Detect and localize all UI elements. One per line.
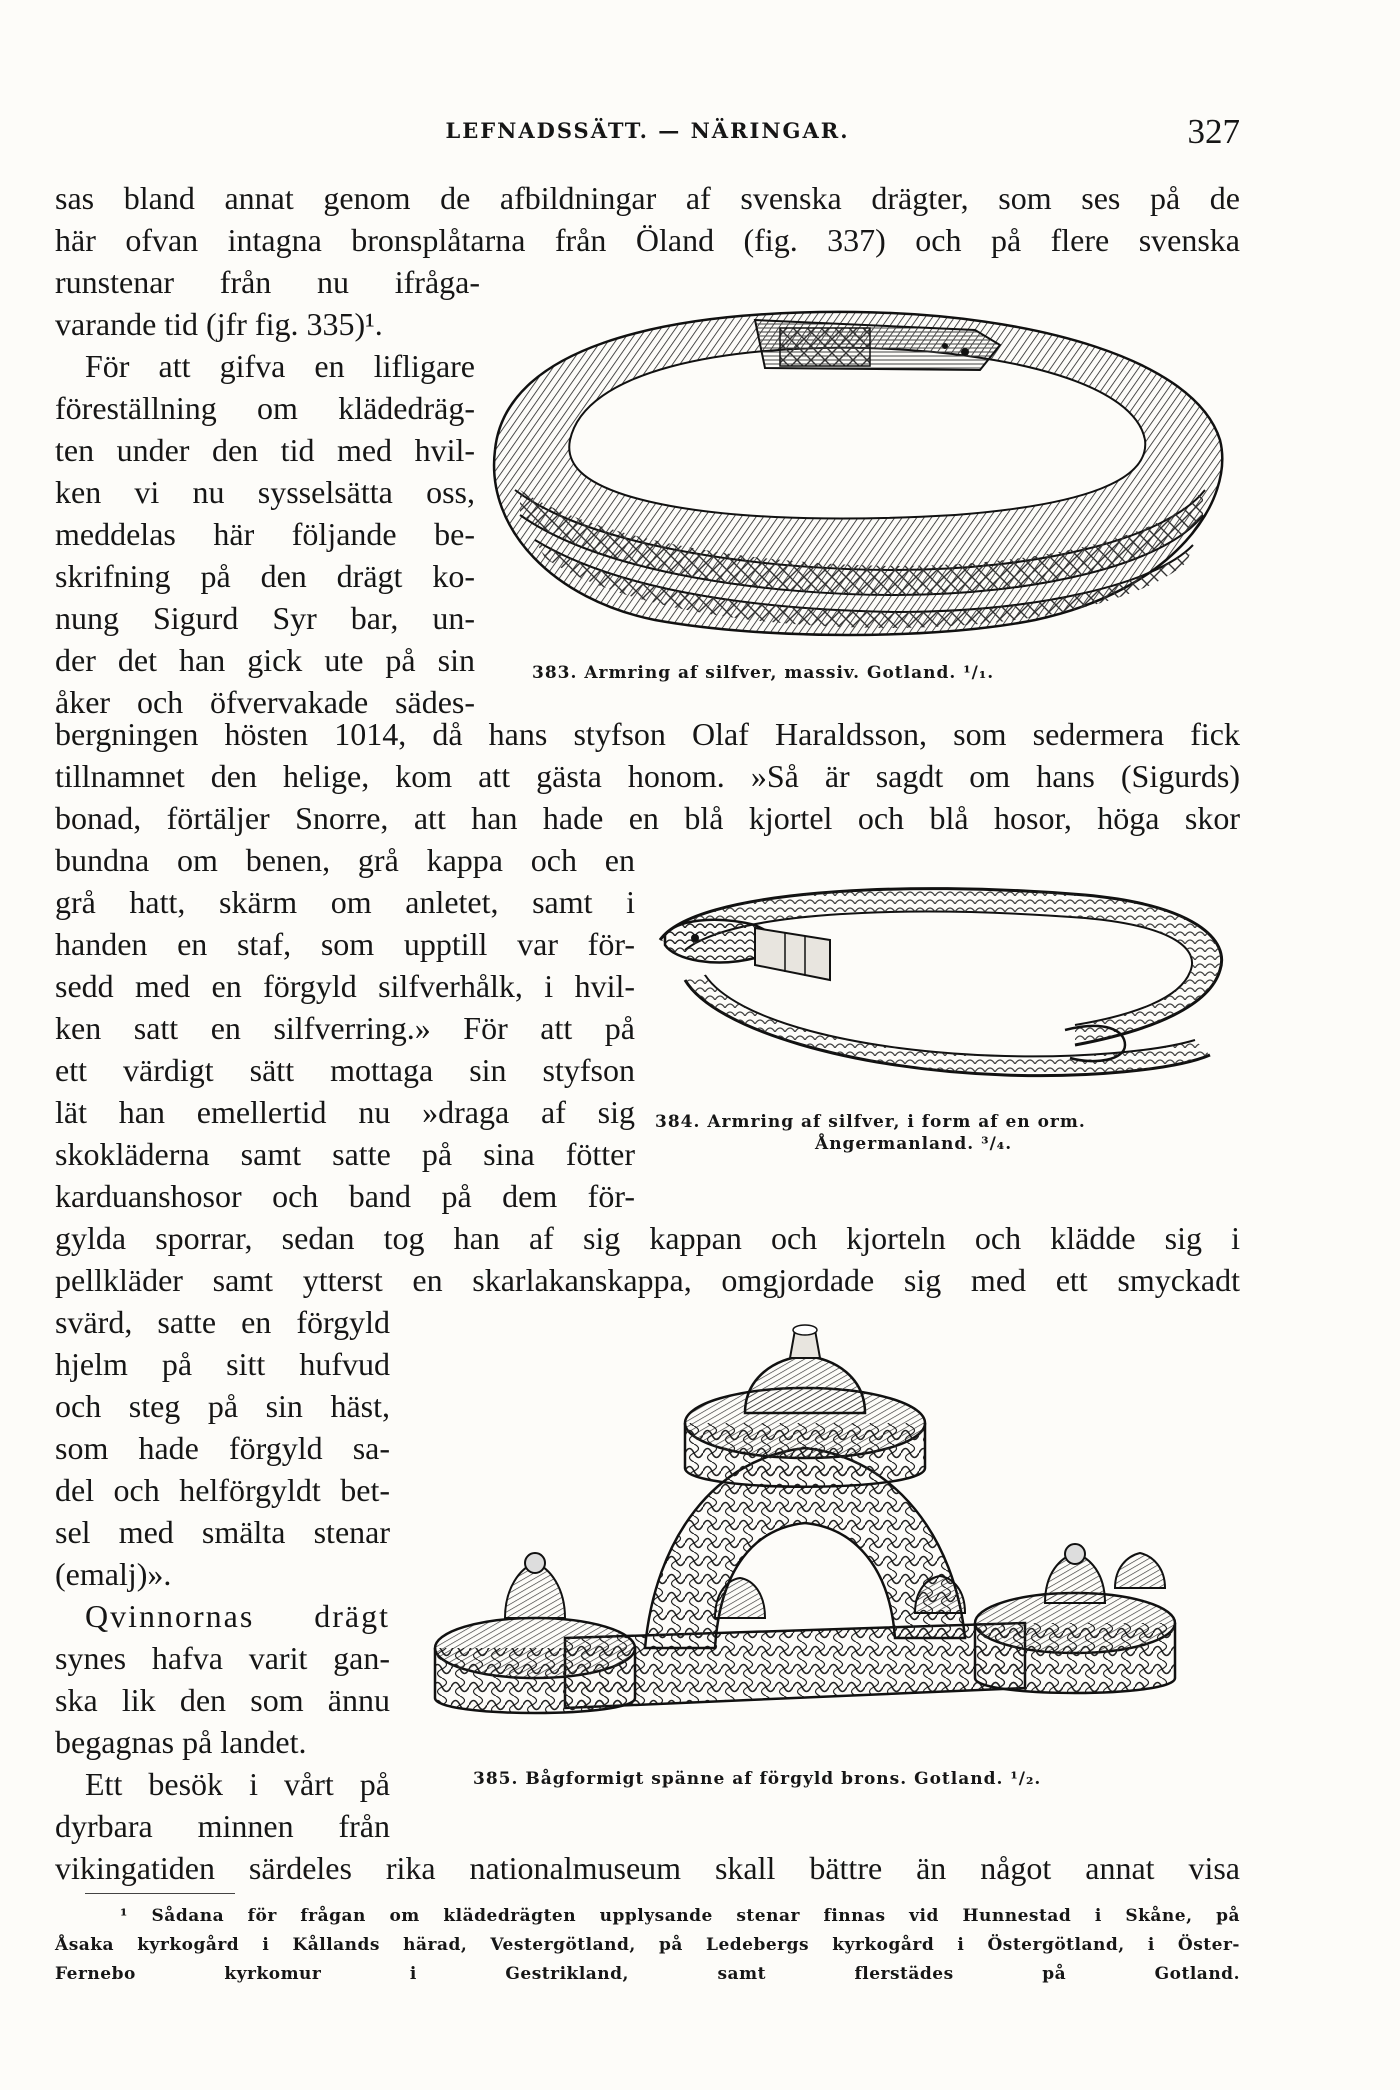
snake-head — [665, 920, 830, 980]
body-line: ken vi nu sysselsätta oss, — [55, 474, 475, 510]
body-line: vikingatiden särdeles rika nationalmuseum skall bättre än något annat visa — [55, 1850, 1240, 1886]
body-line: dyrbara minnen från — [55, 1808, 390, 1844]
footnote-rule — [85, 1893, 235, 1894]
footnote-line: Fernebo kyrkomur i Gestrikland, samt flerstädes på Gotland. — [55, 1964, 1240, 1984]
body-line: här ofvan intagna bronsplåtarna från Öland (fig. 337) och på flere svenska — [55, 222, 1240, 258]
body-line: ten under den tid med hvil- — [55, 432, 475, 468]
body-line: grå hatt, skärm om anletet, samt i — [55, 884, 635, 920]
body-line: ken satt en silfverring.» För att på — [55, 1010, 635, 1046]
body-line: bergningen hösten 1014, då hans styfson Olaf Haraldsson, som sedermera fick — [55, 716, 1240, 752]
body-line: För att gifva en lifligare — [85, 348, 475, 384]
running-head: LEFNADSSÄTT. — NÄRINGAR. — [445, 118, 850, 143]
figure-385-brooch-illustration — [415, 1318, 1195, 1738]
body-line: karduanshosor och band på dem för- — [55, 1178, 635, 1214]
body-line: (emalj)». — [55, 1556, 172, 1592]
body-line: nung Sigurd Syr bar, un- — [55, 600, 475, 636]
body-line: föreställning om klädedräg- — [55, 390, 475, 426]
body-line: som hade förgyld sa- — [55, 1430, 390, 1466]
body-line: varande tid (jfr fig. 335)¹. — [55, 306, 383, 342]
body-line: begagnas på landet. — [55, 1724, 307, 1760]
body-line: meddelas här följande be- — [55, 516, 475, 552]
body-line: ska lik den som ännu — [55, 1682, 390, 1718]
body-line: skrifning på den drägt ko- — [55, 558, 475, 594]
figure-384-snake-ring-illustration — [655, 880, 1235, 1095]
figure-384-caption-line2: Ångermanland. ³/₄. — [815, 1134, 1013, 1154]
body-line: åker och öfvervakade sädes- — [55, 684, 475, 720]
body-line: runstenar från nu ifråga- — [55, 264, 480, 300]
body-line: der det han gick ute på sin — [55, 642, 475, 678]
body-line: hjelm på sitt hufvud — [55, 1346, 390, 1382]
body-line: ett värdigt sätt mottaga sin styfson — [55, 1052, 635, 1088]
body-line: bundna om benen, grå kappa och en — [55, 842, 635, 878]
brooch-385-drawing — [415, 1318, 1195, 1738]
figure-384-caption-line1: 384. Armring af silfver, i form af en orm. — [655, 1112, 1086, 1132]
body-line: Qvinnornas drägt — [85, 1598, 390, 1634]
body-line: skokläderna samt satte på sina fötter — [55, 1136, 635, 1172]
figure-383-arm-ring-illustration — [475, 290, 1235, 660]
page-header — [55, 112, 1240, 152]
body-line: synes hafva varit gan- — [55, 1640, 390, 1676]
body-line: gylda sporrar, sedan tog han af sig kappan och kjorteln och klädde sig i — [55, 1220, 1240, 1256]
figure-385-caption: 385. Bågformigt spänne af förgyld brons. Gotland. ¹/₂. — [473, 1769, 1042, 1789]
body-line: lät han emellertid nu »draga af sig — [55, 1094, 635, 1130]
footnote-line: Åsaka kyrkogård i Kållands härad, Vestergötland, på Ledebergs kyrkogård i Östergötland, i Öster- — [55, 1935, 1240, 1955]
body-line: svärd, satte en förgyld — [55, 1304, 390, 1340]
body-line: pellkläder samt ytterst en skarlakanskappa, omgjordade sig med ett smyckadt — [55, 1262, 1240, 1298]
footnote-line: ¹ Sådana för frågan om klädedrägten upplysande stenar finnas vid Hunnestad i Skåne, på — [120, 1906, 1240, 1926]
body-line: del och helförgyldt bet- — [55, 1472, 390, 1508]
body-line: bonad, förtäljer Snorre, att han hade en blå kjortel och blå hosor, höga skor — [55, 800, 1240, 836]
body-line: sedd med en förgyld silfverhålk, i hvil- — [55, 968, 635, 1004]
page-number: 327 — [1187, 112, 1240, 151]
snake-ring-384-drawing — [655, 880, 1235, 1095]
body-line: och steg på sin häst, — [55, 1388, 390, 1424]
body-line: Ett besök i vårt på — [85, 1766, 390, 1802]
body-line: sas bland annat genom de afbildningar af svenska drägter, som ses på de — [55, 180, 1240, 216]
arm-ring-383-drawing — [475, 290, 1235, 660]
figure-383-caption: 383. Armring af silfver, massiv. Gotland. ¹/₁. — [532, 663, 995, 683]
body-line: sel med smälta stenar — [55, 1514, 390, 1550]
body-line: tillnamnet den helige, kom att gästa honom. »Så är sagdt om hans (Sigurds) — [55, 758, 1240, 794]
body-line: handen en staf, som upptill var för- — [55, 926, 635, 962]
